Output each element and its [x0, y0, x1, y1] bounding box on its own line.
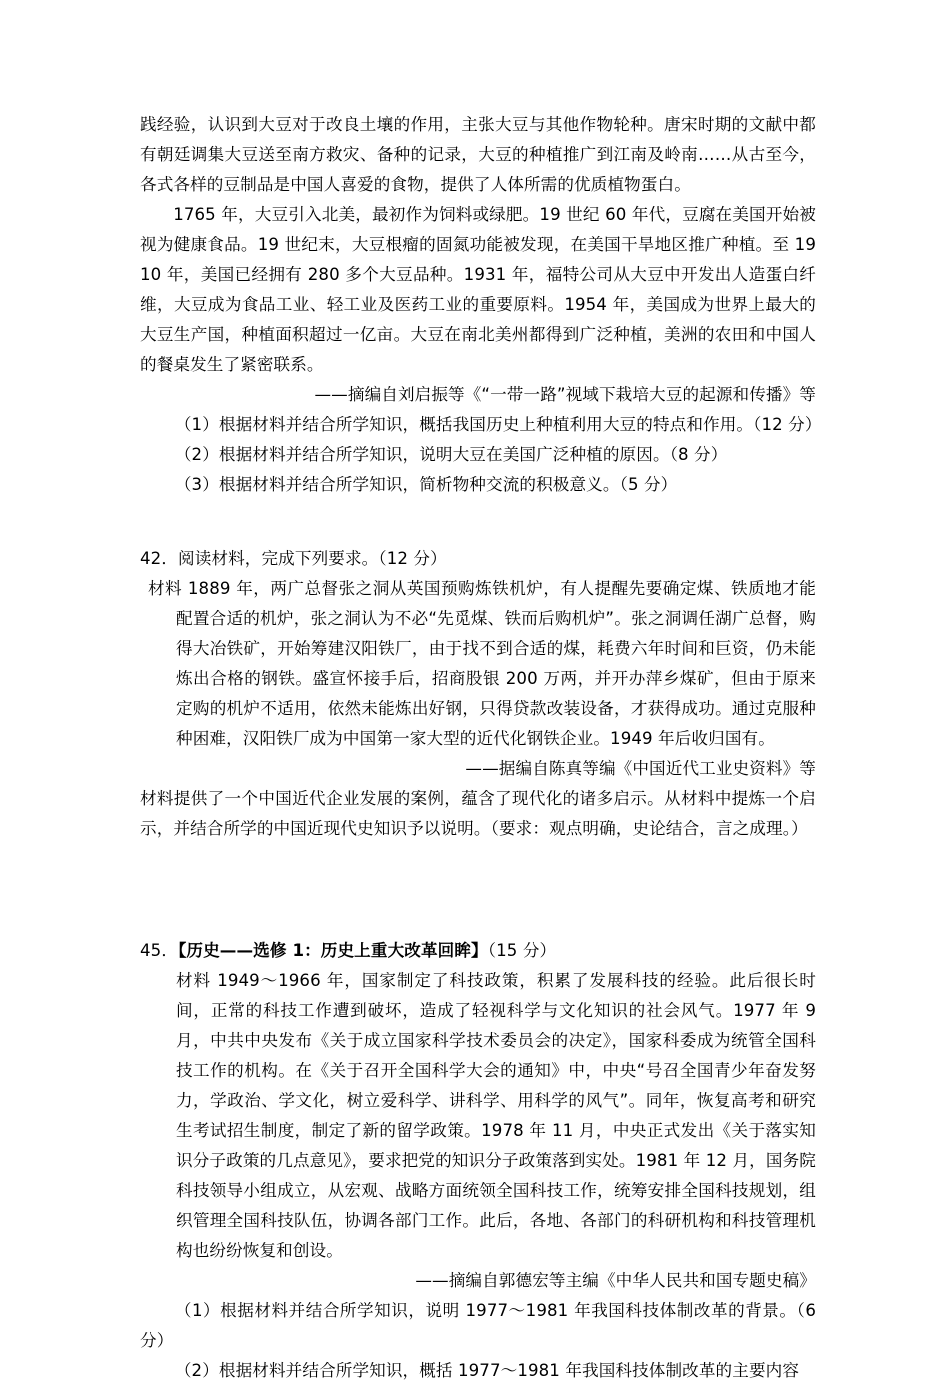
- q42-heading-line: [140, 544, 816, 574]
- q45-source-attribution: ——摘编自郭德宏等主编《中华人民共和国专题史稿》: [415, 1271, 816, 1290]
- q42-material-paragraph: [140, 574, 816, 754]
- q41-question-3: （3）根据材料并结合所学知识，简析物种交流的积极意义。（5 分）: [174, 475, 678, 494]
- q45-material-label: 材料: [176, 971, 211, 990]
- q45-material-paragraph: [140, 966, 816, 1266]
- q41-question-2: （2）根据材料并结合所学知识，说明大豆在美国广泛种植的原因。（8 分）: [174, 445, 728, 464]
- section-gap-42-45: [140, 844, 816, 936]
- q41-material-continued-paragraph: 践经验，认识到大豆对于改良土壤的作用，主张大豆与其他作物轮种。唐宋时期的文献中都有朝廷调集大豆送至南方救灾、备种的记录，大豆的种植推广到江南及岭南……从古至今，各式各样的豆制品是中国人喜爱的食物，提供了人体所需的优质植物蛋白。: [140, 115, 816, 194]
- q41-question-1: （1）根据材料并结合所学知识，概括我国历史上种植利用大豆的特点和作用。（12 分）: [174, 415, 822, 434]
- q42-heading-text: 阅读材料，完成下列要求。（12 分）: [178, 549, 447, 568]
- q45-number: 45．: [140, 941, 179, 960]
- q45-question-2: （2）根据材料并结合所学知识，概括 1977～1981 年我国科技体制改革的主要内容: [174, 1361, 800, 1380]
- q41-source-attribution: ——摘编自刘启振等《“一带一路”视域下栽培大豆的起源和传播》等: [314, 385, 816, 404]
- q42-source-attribution: ——据编自陈真等编《中国近代工业史资料》等: [465, 759, 816, 778]
- q45-heading-line: [140, 936, 816, 966]
- q41-material-paragraph-2: 1765 年，大豆引入北美，最初作为饲料或绿肥。19 世纪 60 年代，豆腐在美国开始被视为健康食品。19 世纪末，大豆根瘤的固氮功能被发现，在美国干旱地区推广种植。至 1910 年，美国已经拥有 280 多个大豆品种。1931 年，福特公司从大豆中开发出人造蛋白纤维，大豆成为食品工业、轻工业及医药工业的重要原料。1954 年，美国成为世界上最大的大豆生产国，种植面积超过一亿亩。大豆在南北美州都得到广泛种植，美洲的农田和中国人的餐桌发生了紧密联系。: [140, 205, 816, 374]
- q42-material-label: 材料: [148, 579, 183, 598]
- q45-question-1: （1）根据材料并结合所学知识，说明 1977～1981 年我国科技体制改革的背景。（6 分）: [140, 1301, 816, 1350]
- q45-material-text: 1949～1966 年，国家制定了科技政策，积累了发展科技的经验。此后很长时间，正常的科技工作遭到破坏，造成了轻视科学与文化知识的社会风气。1977 年 9 月，中共中央发布《关于成立国家科学技术委员会的决定》，国家科委成为统管全国科技工作的机构。在《关于召开全国科学大会的通知》中，中央“号召全国青少年奋发努力，学政治、学文化，树立爱科学、讲科学、用科学的风气”。同年，恢复高考和研究生考试招生制度，制定了新的留学政策。1978 年 11 月，中央正式发出《关于落实知识分子政策的几点意见》，要求把党的知识分子政策落到实处。1981 年 12 月，国务院科技领导小组成立，从宏观、战略方面统领全国科技工作，统筹安排全国科技规划，组织管理全国科技队伍，协调各部门工作。此后，各地、各部门的科研机构和科技管理机构也纷纷恢复和创设。: [176, 971, 817, 1260]
- q45-heading-bracketed-title: 【历史——选修 1：历史上重大改革回眸】: [178, 941, 488, 960]
- q42-material-text: 1889 年，两广总督张之洞从英国预购炼铁机炉，有人提醒先要确定煤、铁质地才能配置合适的机炉，张之洞认为不必“先觅煤、铁而后购机炉”。张之洞调任湖广总督，购得大冶铁矿，开始筹建汉阳铁厂，由于找不到合适的煤，耗费六年时间和巨资，仍未能炼出合格的钢铁。盛宣怀接手后，招商股银 200 万两，并开办萍乡煤矿，但由于原来定购的机炉不适用，依然未能炼出好钢，只得贷款改装设备，才获得成功。通过克服种种困难，汉阳铁厂成为中国第一家大型的近代化钢铁企业。1949 年后收归国有。: [176, 579, 816, 748]
- page-content-column: [140, 110, 822, 1386]
- q42-task-paragraph: 材料提供了一个中国近代企业发展的案例，蕴含了现代化的诸多启示。从材料中提炼一个启示，并结合所学的中国近现代史知识予以说明。（要求：观点明确，史论结合，言之成理。）: [140, 789, 816, 838]
- q45-heading-score: （15 分）: [487, 941, 557, 960]
- q42-number: 42．: [140, 549, 179, 568]
- section-gap-41-42: [140, 500, 816, 544]
